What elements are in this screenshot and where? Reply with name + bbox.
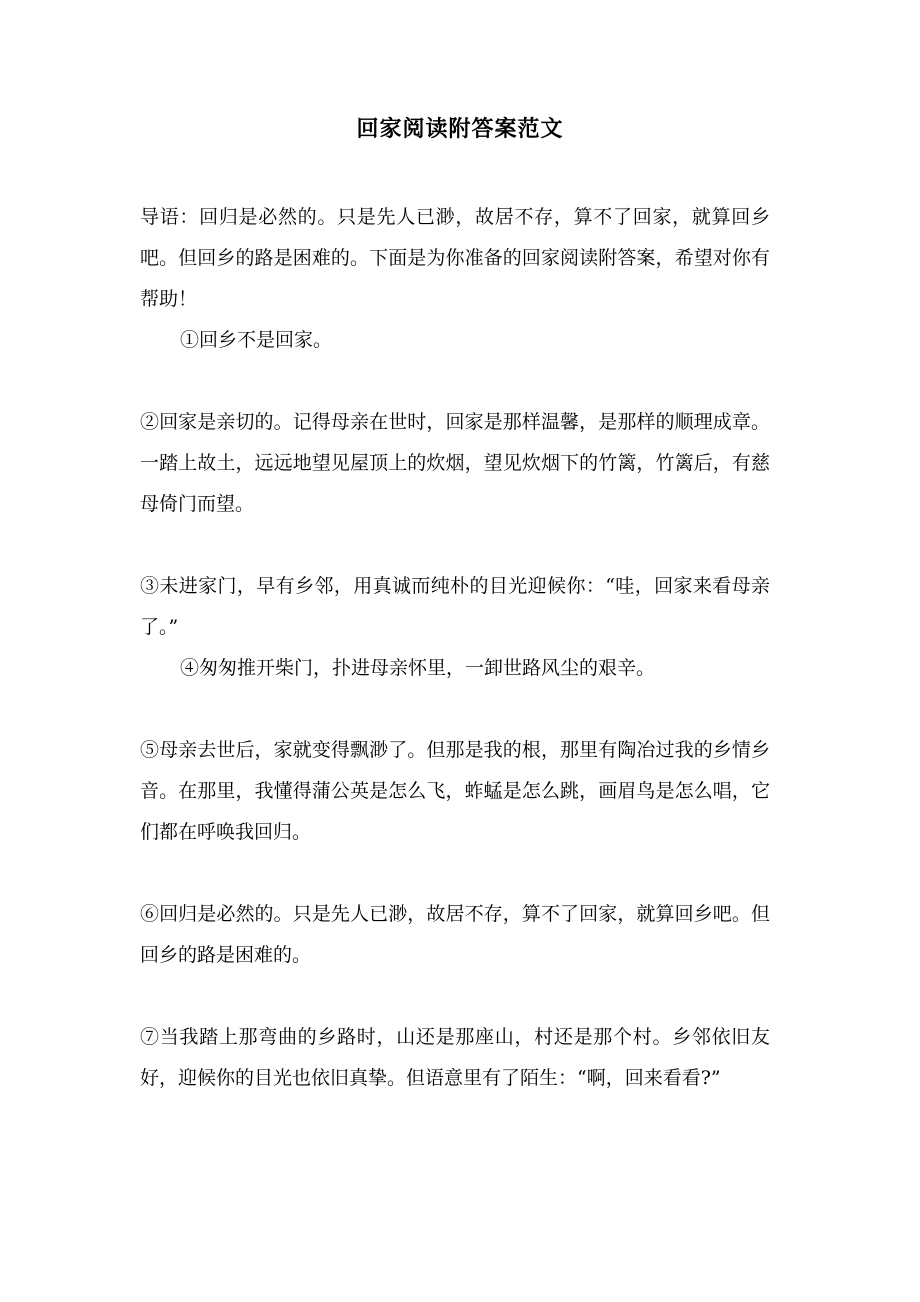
paragraph-gap bbox=[140, 525, 770, 566]
paragraph-7: ⑦当我踏上那弯曲的乡路时，山还是那座山，村还是那个村。乡邻依旧友好，迎候你的目光也依旧真挚。但语意里有了陌生：“啊，回来看看?” bbox=[140, 1026, 770, 1089]
document-title: 回家阅读附答案范文 bbox=[356, 116, 564, 142]
paragraph-3: ③未进家门，早有乡邻，用真诚而纯朴的目光迎候你：“哇，回家来看母亲了。” bbox=[140, 575, 770, 638]
paragraph-5: ⑤母亲去世后，家就变得飘渺了。但那是我的根，那里有陶冶过我的乡情乡音。在那里，我懂得蒲公英是怎么飞，蚱蜢是怎么跳，画眉鸟是怎么唱，它们都在呼唤我回归。 bbox=[140, 739, 770, 843]
paragraph-gap bbox=[140, 976, 770, 1017]
paragraph-1: ①回乡不是回家。 bbox=[180, 329, 333, 351]
paragraph-intro: 导语：回归是必然的。只是先人已渺，故居不存，算不了回家，就算回乡吧。但回乡的路是困难的。下面是为你准备的回家阅读附答案，希望对你有帮助！ bbox=[140, 206, 770, 310]
paragraph-gap bbox=[140, 361, 770, 402]
paragraph-4: ④匆匆推开柴门，扑进母亲怀里，一卸世路风尘的艰辛。 bbox=[180, 657, 656, 679]
paragraph-2: ②回家是亲切的。记得母亲在世时，回家是那样温馨，是那样的顺理成章。一踏上故土，远远地望见屋顶上的炊烟，望见炊烟下的竹篱，竹篱后，有慈母倚门而望。 bbox=[140, 411, 770, 515]
paragraph-6: ⑥回归是必然的。只是先人已渺，故居不存，算不了回家，就算回乡吧。但回乡的路是困难的。 bbox=[140, 903, 770, 966]
paragraph-gap bbox=[140, 689, 770, 730]
document-body bbox=[140, 197, 770, 1099]
paragraph-gap bbox=[140, 853, 770, 894]
